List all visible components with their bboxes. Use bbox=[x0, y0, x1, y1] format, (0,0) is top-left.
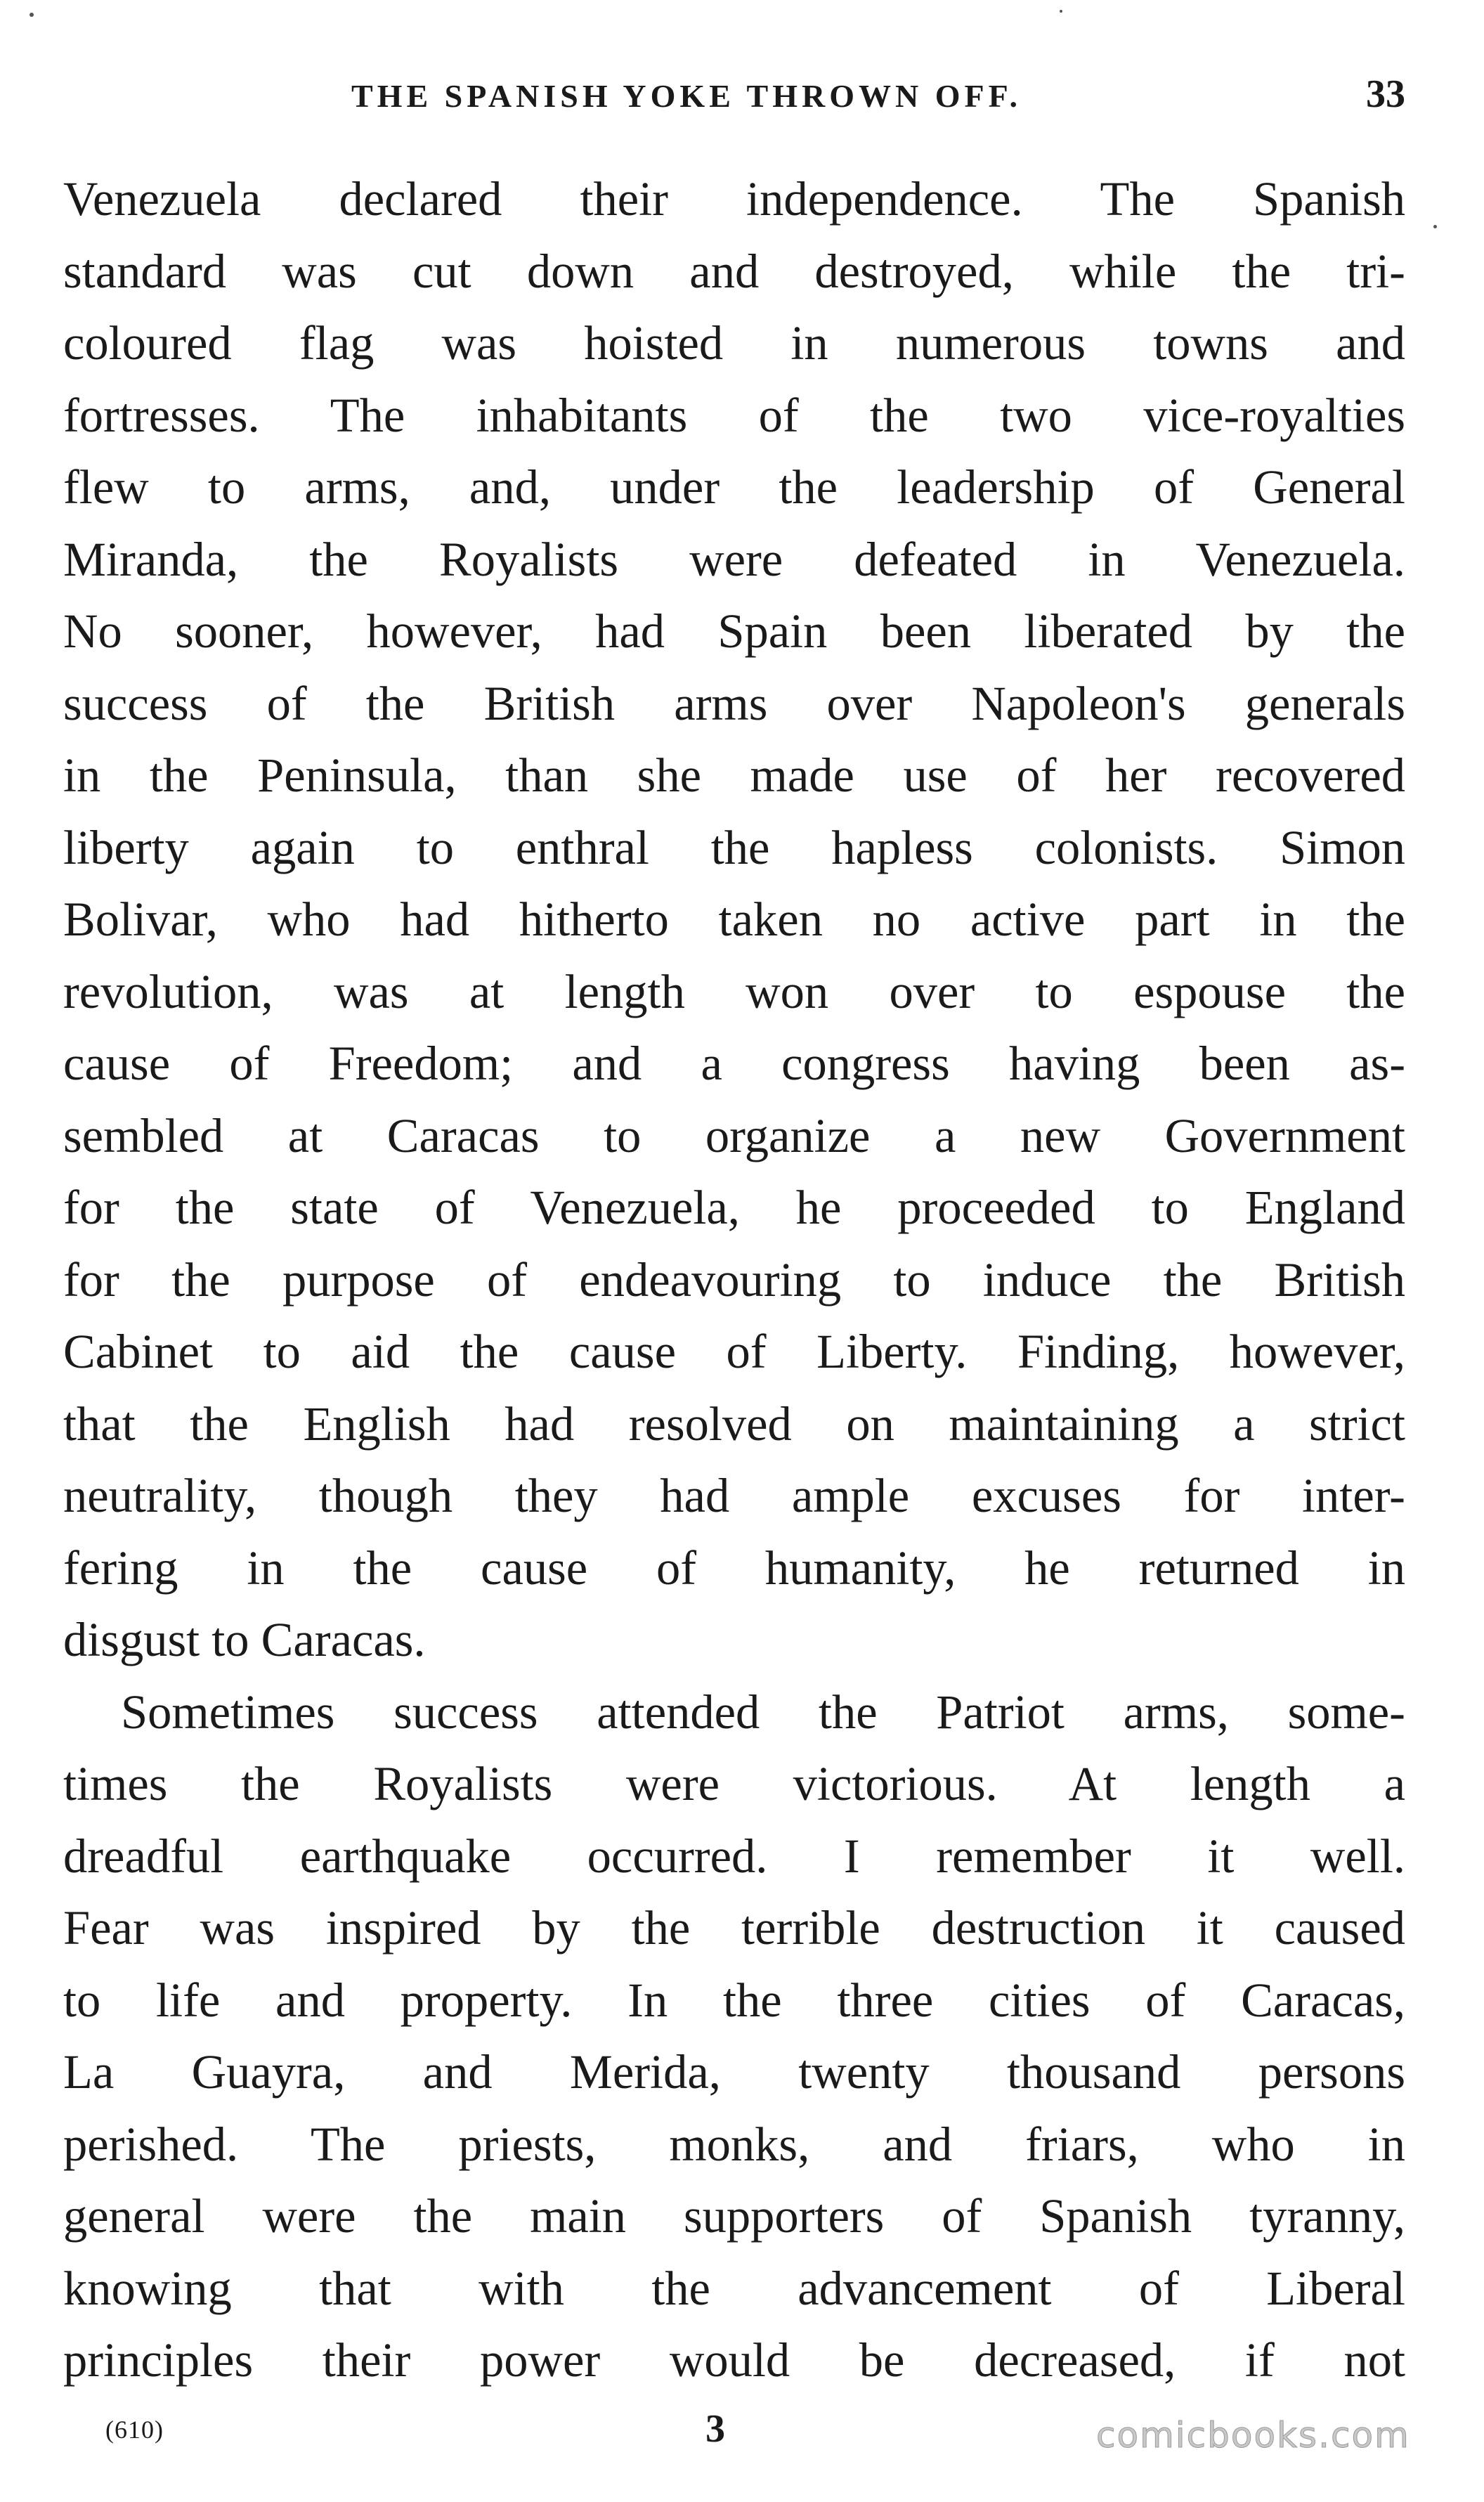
text-line: Miranda, the Royalists were defeated in Venezuela. bbox=[63, 532, 1405, 586]
print-speck bbox=[1433, 225, 1437, 228]
text-line: cause of Freedom; and a congress having been as- bbox=[63, 1037, 1405, 1090]
text-line: success of the British arms over Napoleon's generals bbox=[63, 676, 1405, 730]
text-line: La Guayra, and Merida, twenty thousand persons bbox=[63, 2045, 1405, 2099]
running-head: THE SPANISH YOKE THROWN OFF. bbox=[351, 78, 1022, 114]
text-line: Sometimes success attended the Patriot arms, some- bbox=[121, 1685, 1405, 1739]
printer-mark: (610) bbox=[105, 2416, 164, 2444]
text-line: that the English had resolved on maintaining a strict bbox=[63, 1396, 1405, 1451]
body-text bbox=[63, 163, 1405, 2397]
text-line: fering in the cause of humanity, he returned in bbox=[63, 1541, 1405, 1595]
text-line: for the purpose of endeavouring to induce the British bbox=[63, 1252, 1405, 1307]
text-line: sembled at Caracas to organize a new Government bbox=[63, 1108, 1405, 1162]
watermark: comicbooks.com bbox=[1096, 2415, 1410, 2456]
text-line: Cabinet to aid the cause of Liberty. Finding, however, bbox=[63, 1325, 1405, 1378]
print-speck bbox=[1060, 10, 1062, 13]
page-header bbox=[63, 67, 1405, 124]
text-line: neutrality, though they had ample excuses for inter- bbox=[63, 1469, 1405, 1522]
text-line: general were the main supporters of Spanish tyranny, bbox=[63, 2189, 1405, 2243]
text-line: times the Royalists were victorious. At length a bbox=[63, 1757, 1405, 1810]
page-footer bbox=[0, 2402, 1484, 2472]
text-line: Venezuela declared their independence. The Spanish bbox=[63, 172, 1405, 226]
text-line: flew to arms, and, under the leadership of General bbox=[63, 460, 1405, 514]
text-line: Fear was inspired by the terrible destruction it caused bbox=[63, 1901, 1405, 1955]
text-line: knowing that with the advancement of Liberal bbox=[63, 2261, 1405, 2315]
text-line: standard was cut down and destroyed, while the tri- bbox=[63, 244, 1405, 298]
text-line: in the Peninsula, than she made use of her recovered bbox=[63, 748, 1405, 802]
text-line: liberty again to enthral the hapless colonists. Simon bbox=[63, 820, 1405, 874]
text-line: perished. The priests, monks, and friars, who in bbox=[63, 2117, 1405, 2171]
paragraph bbox=[63, 1676, 1405, 2397]
text-line: principles their power would be decreased, if not bbox=[63, 2333, 1405, 2387]
text-line: fortresses. The inhabitants of the two vice-royalties bbox=[63, 388, 1405, 442]
text-line: for the state of Venezuela, he proceeded to England bbox=[63, 1181, 1405, 1234]
signature-mark: 3 bbox=[705, 2407, 725, 2451]
print-speck bbox=[30, 13, 34, 17]
text-line: Bolivar, who had hitherto taken no active part in the bbox=[63, 893, 1405, 946]
paragraph bbox=[63, 163, 1405, 1676]
text-line: No sooner, however, had Spain been liberated by the bbox=[63, 604, 1405, 658]
page-number: 33 bbox=[1366, 72, 1405, 116]
text-line: dreadful earthquake occurred. I remember it well. bbox=[63, 1829, 1405, 1883]
text-line: coloured flag was hoisted in numerous towns and bbox=[63, 316, 1405, 370]
text-line: disgust to Caracas. bbox=[63, 1613, 426, 1666]
text-line: to life and property. In the three cities of Caracas, bbox=[63, 1973, 1405, 2027]
text-line: revolution, was at length won over to espouse the bbox=[63, 964, 1405, 1018]
